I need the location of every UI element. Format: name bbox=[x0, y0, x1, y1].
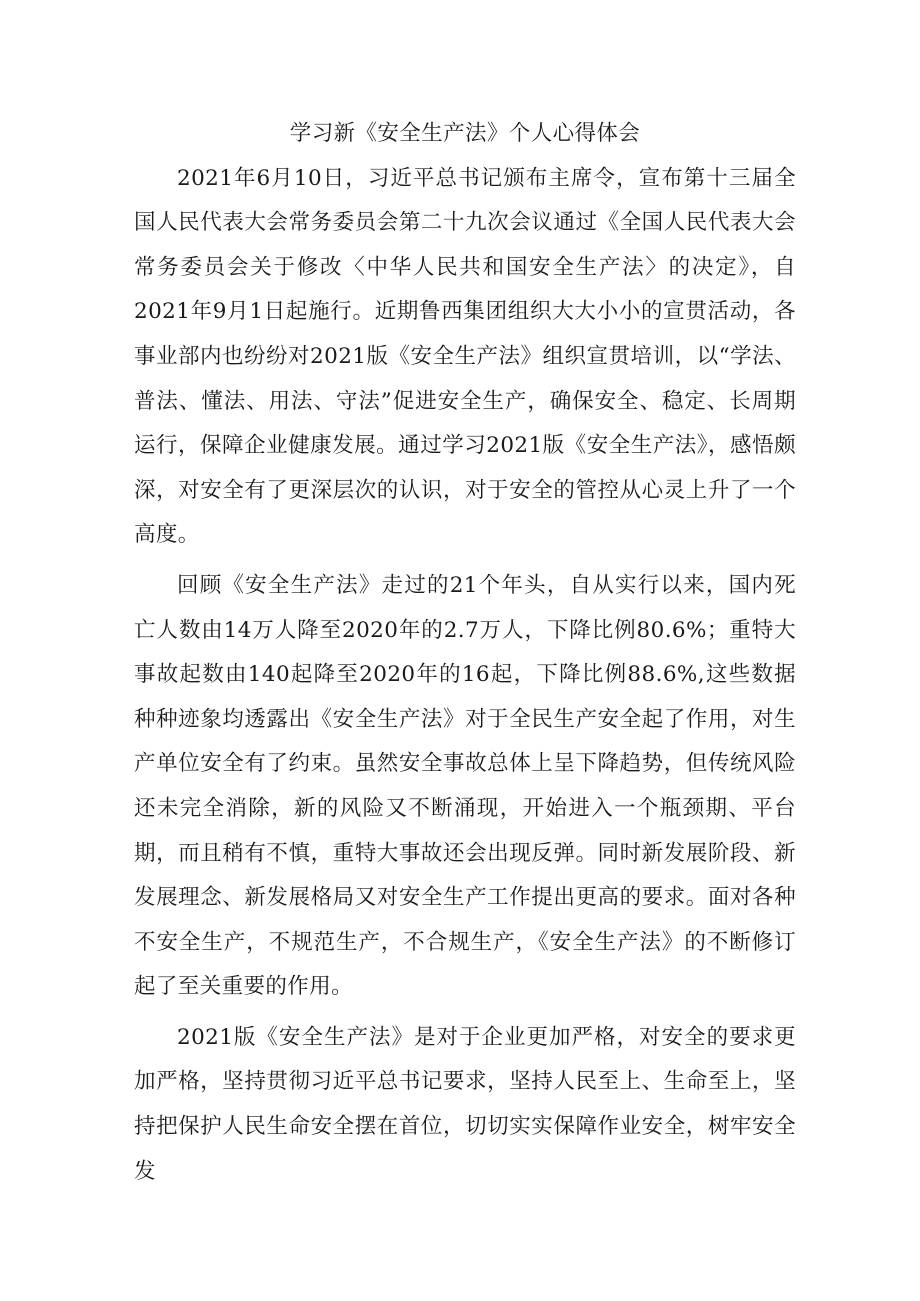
paragraph-1: 2021年6月10日，习近平总书记颁布主席令，宣布第十三届全国人民代表大会常务委员会第二十九次会议通过《全国人民代表大会常务委员会关于修改〈中华人民共和国安全生产法〉的决定》，自2021年9月1日起施行。近期鲁西集团组织大大小小的宣贯活动，各事业部内也纷纷对2021版《安全生产法》组织宣贯培训，以“学法、普法、懂法、用法、守法”促进安全生产，确保安全、稳定、长周期运行，保障企业健康发展。通过学习2021版《安全生产法》，感悟颇深，对安全有了更深层次的认识，对于安全的管控从心灵上升了一个高度。 bbox=[134, 165, 796, 548]
paragraph-3: 2021版《安全生产法》是对于企业更加严格，对安全的要求更加严格，坚持贯彻习近平总书记要求，坚持人民至上、生命至上，坚持把保护人民生命安全摆在首位，切切实实保障作业安全，树牢安全发 bbox=[134, 1024, 796, 1184]
paragraph-2: 回顾《安全生产法》走过的21个年头，自从实行以来，国内死亡人数由14万人降至2020年的2.7万人，下降比例80.6%；重特大事故起数由140起降至2020年的16起，下降比例88.6%,这些数据种种迹象均透露出《安全生产法》对于全民生产安全起了作用，对生产单位安全有了约束。虽然安全事故总体上呈下降趋势，但传统风险还未完全消除，新的风险又不断涌现，开始进入一个瓶颈期、平台期，而且稍有不慎，重特大事故还会出现反弹。同时新发展阶段、新发展理念、新发展格局又对安全生产工作提出更高的要求。面对各种不安全生产，不规范生产，不合规生产，《安全生产法》的不断修订起了至关重要的作用。 bbox=[134, 572, 796, 1000]
document-body bbox=[134, 112, 796, 1200]
document-title: 学习新《安全生产法》个人心得体会 bbox=[289, 121, 641, 146]
